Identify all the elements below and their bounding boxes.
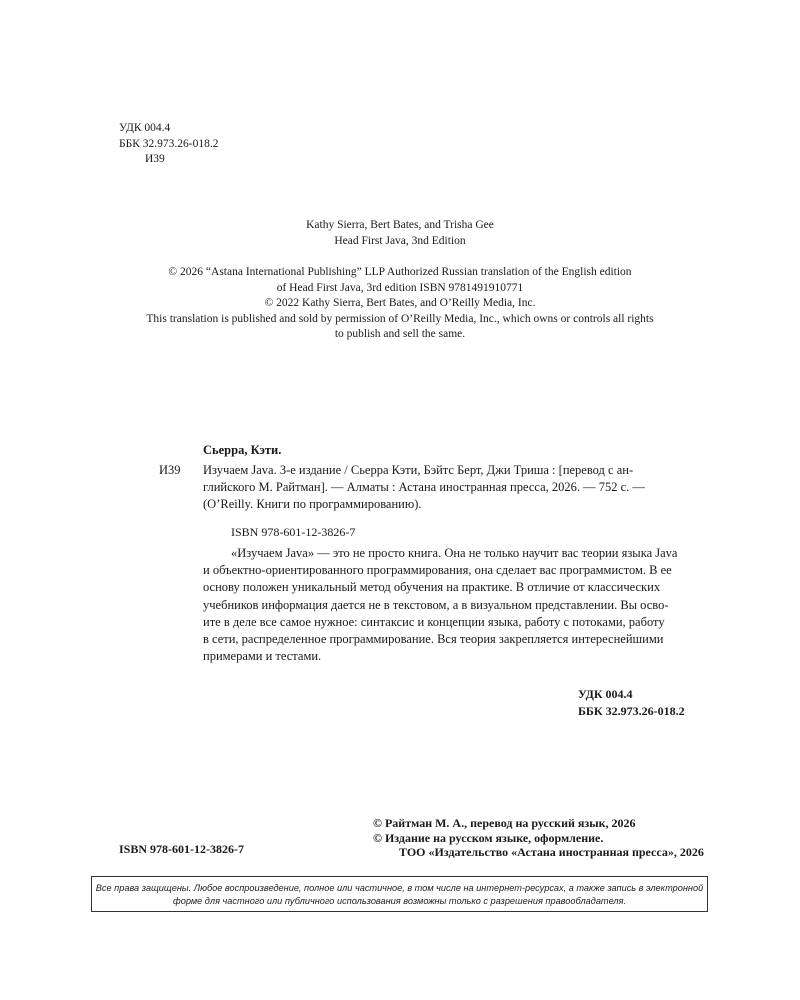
translation-notice-line2: of Head First Java, 3rd edition ISBN 9781491910771 (276, 281, 524, 294)
rights-notice-line1: Все права защищены. Любое воспроизведение, полное или частичное, в том числе на интернет-ресурсах, а также запись в электронной (95, 883, 704, 893)
udk-code-bottom: УДК 004.4 (578, 687, 633, 701)
original-copyright: © 2022 Kathy Sierra, Bert Bates, and O’Reilly Media, Inc. (264, 297, 536, 309)
classification-bottom (578, 686, 685, 720)
author-mark: И39 (145, 153, 165, 165)
bib-annotation (203, 545, 695, 665)
bib-description-line: глийского М. Райтман]. — Алматы : Астана иностранная пресса, 2026. — 752 с. — (203, 480, 645, 494)
rights-notice-box (91, 876, 708, 912)
isbn-bottom: ISBN 978-601-12-3826-7 (119, 842, 244, 856)
english-copyright-block (0, 218, 800, 343)
translation-notice-line1: © 2026 “Astana International Publishing” LLP Authorized Russian translation of the English edition (168, 266, 632, 278)
annotation-line: «Изучаем Java» — это не просто книга. Она не только научит вас теории языка Java (231, 546, 678, 560)
copyright-publisher: ТОО «Издательство «Астана иностранная пресса», 2026 (399, 845, 704, 859)
annotation-line: и объектно-ориентированного программирования, она сделает вас программистом. В ее (203, 563, 672, 578)
original-authors: Kathy Sierra, Bert Bates, and Trisha Gee (306, 219, 494, 231)
permission-line1: This translation is published and sold by permission of O’Reilly Media, Inc., which owns or controls all rights (146, 312, 654, 325)
copyright-notices (373, 816, 704, 860)
bbk-code-bottom: ББК 32.973.26-018.2 (578, 704, 685, 718)
annotation-line: в сети, распределенное программирование. Вся теория закрепляется интереснейшими (203, 632, 664, 647)
bib-description (203, 462, 695, 513)
annotation-line: ите в деле все самое нужное: синтаксис и концепции языка, работу с потоками, работу (203, 614, 665, 629)
bbk-code: ББК 32.973.26-018.2 (119, 137, 219, 150)
annotation-line: основу положен уникальный метод обучения на практике. В отличие от классических (203, 580, 661, 595)
annotation-line: учебников информация дается не в текстовом, а в визуальном представлении. Вы осво- (203, 597, 669, 612)
udk-code: УДК 004.4 (119, 122, 171, 134)
bib-isbn: ISBN 978-601-12-3826-7 (231, 525, 356, 539)
bib-description-line: (O’Reilly. Книги по программированию). (203, 497, 422, 511)
rights-notice-line2: форме для частного или публичного использования возможны только с разрешения правообладателя. (172, 896, 627, 906)
copyright-edition: © Издание на русском языке, оформление. (373, 830, 604, 845)
permission-line2: to publish and sell the same. (334, 328, 466, 340)
bib-author-heading: Сьерра, Кэти. (203, 443, 282, 457)
bib-author-mark: И39 (159, 463, 181, 477)
bib-description-line: Изучаем Java. 3-е издание / Сьерра Кэти, Бэйтс Берт, Джи Триша : [перевод с ан- (203, 463, 634, 477)
copyright-translator: © Райтман М. А., перевод на русский язык, 2026 (373, 816, 636, 830)
classification-top (119, 121, 218, 168)
original-title: Head First Java, 3nd Edition (334, 234, 466, 247)
annotation-line: примерами и тестами. (203, 649, 322, 664)
